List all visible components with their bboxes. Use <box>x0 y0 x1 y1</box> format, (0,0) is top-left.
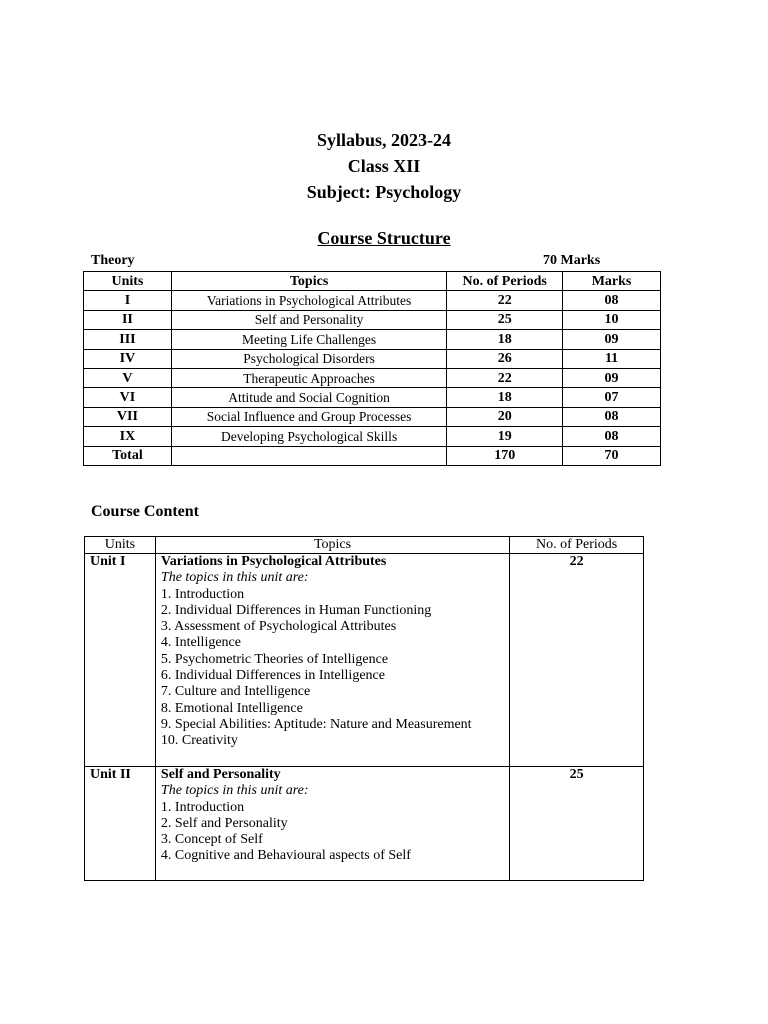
unit-marks: 09 <box>563 330 661 349</box>
unit-topic: Meeting Life Challenges <box>171 330 446 349</box>
course-structure-table <box>83 271 661 466</box>
unit-number: VI <box>84 388 172 407</box>
list-item: 5. Psychometric Theories of Intelligence <box>160 651 389 667</box>
list-item: 8. Emotional Intelligence <box>160 700 303 716</box>
list-item: 10. Creativity <box>160 733 238 749</box>
column-header-periods: No. of Periods <box>447 272 563 291</box>
unit-topic: Psychological Disorders <box>171 349 446 368</box>
column-header-topics: Topics <box>171 272 446 291</box>
list-item: 1. Introduction <box>160 799 245 815</box>
total-marks-label: 70 Marks <box>543 253 601 268</box>
total-topic <box>171 446 446 465</box>
unit-marks: 08 <box>563 407 661 426</box>
table-row <box>84 388 661 407</box>
column-header-periods: No. of Periods <box>510 537 644 554</box>
column-header-marks: Marks <box>563 272 661 291</box>
unit-intro: The topics in this unit are: <box>160 783 309 799</box>
list-item: 3. Concept of Self <box>160 832 263 848</box>
unit-number: IV <box>84 349 172 368</box>
list-item: 4. Intelligence <box>160 635 241 651</box>
unit-number: III <box>84 330 172 349</box>
unit-topic: Attitude and Social Cognition <box>171 388 446 407</box>
unit-marks: 11 <box>563 349 661 368</box>
unit-label: Unit II <box>85 767 156 881</box>
column-header-topics: Topics <box>155 537 509 554</box>
list-item: 1. Introduction <box>160 586 245 602</box>
unit-periods: 18 <box>447 388 563 407</box>
column-header-units: Units <box>85 537 156 554</box>
table-row <box>84 291 661 310</box>
list-item: 4. Cognitive and Behavioural aspects of Self <box>160 848 411 864</box>
theory-label: Theory <box>91 253 135 268</box>
table-row <box>84 330 661 349</box>
unit-marks: 08 <box>563 427 661 446</box>
unit-marks: 08 <box>563 291 661 310</box>
table-row <box>84 310 661 329</box>
total-row <box>84 446 661 465</box>
unit-intro: The topics in this unit are: <box>160 570 309 586</box>
total-marks: 70 <box>563 446 661 465</box>
unit-title: Self and Personality <box>160 767 281 782</box>
unit-marks: 10 <box>563 310 661 329</box>
course-content-heading: Course Content <box>91 503 199 520</box>
table-header-row <box>85 537 644 554</box>
unit-periods: 19 <box>447 427 563 446</box>
table-row <box>84 407 661 426</box>
unit-topic: Variations in Psychological Attributes <box>171 291 446 310</box>
list-item: 6. Individual Differences in Intelligence <box>160 668 385 684</box>
unit-number: VII <box>84 407 172 426</box>
unit-topic: Social Influence and Group Processes <box>171 407 446 426</box>
course-content-table <box>84 536 644 881</box>
unit-periods: 26 <box>447 349 563 368</box>
unit-marks: 09 <box>563 368 661 387</box>
table-row <box>84 368 661 387</box>
table-row <box>84 427 661 446</box>
unit-topics-cell <box>155 554 509 767</box>
unit-topic: Self and Personality <box>171 310 446 329</box>
unit-label: Unit I <box>85 554 156 767</box>
unit-periods: 22 <box>510 554 644 767</box>
unit-topics-cell <box>155 767 509 881</box>
list-item: 9. Special Abilities: Aptitude: Nature and Measurement <box>160 716 472 732</box>
syllabus-year-title: Syllabus, 2023-24 <box>316 130 452 150</box>
total-label: Total <box>84 446 172 465</box>
unit-periods: 20 <box>447 407 563 426</box>
table-header-row <box>84 272 661 291</box>
unit-marks: 07 <box>563 388 661 407</box>
subject-title: Subject: Psychology <box>306 182 462 202</box>
unit-periods: 22 <box>447 291 563 310</box>
list-item: 3. Assessment of Psychological Attributes <box>160 619 397 635</box>
table-row <box>84 349 661 368</box>
unit-number: II <box>84 310 172 329</box>
course-structure-heading: Course Structure <box>317 228 451 248</box>
list-item: 7. Culture and Intelligence <box>160 684 311 700</box>
unit-periods: 18 <box>447 330 563 349</box>
unit-title: Variations in Psychological Attributes <box>160 554 387 569</box>
table-row <box>85 554 644 767</box>
class-title: Class XII <box>347 156 421 176</box>
list-item: 2. Individual Differences in Human Functioning <box>160 602 432 618</box>
unit-number: I <box>84 291 172 310</box>
total-periods: 170 <box>447 446 563 465</box>
list-item: 2. Self and Personality <box>160 815 288 831</box>
table-row <box>85 767 644 881</box>
unit-number: IX <box>84 427 172 446</box>
column-header-units: Units <box>84 272 172 291</box>
unit-periods: 25 <box>447 310 563 329</box>
unit-periods: 25 <box>510 767 644 881</box>
unit-topic: Therapeutic Approaches <box>171 368 446 387</box>
unit-topic: Developing Psychological Skills <box>171 427 446 446</box>
unit-number: V <box>84 368 172 387</box>
unit-periods: 22 <box>447 368 563 387</box>
